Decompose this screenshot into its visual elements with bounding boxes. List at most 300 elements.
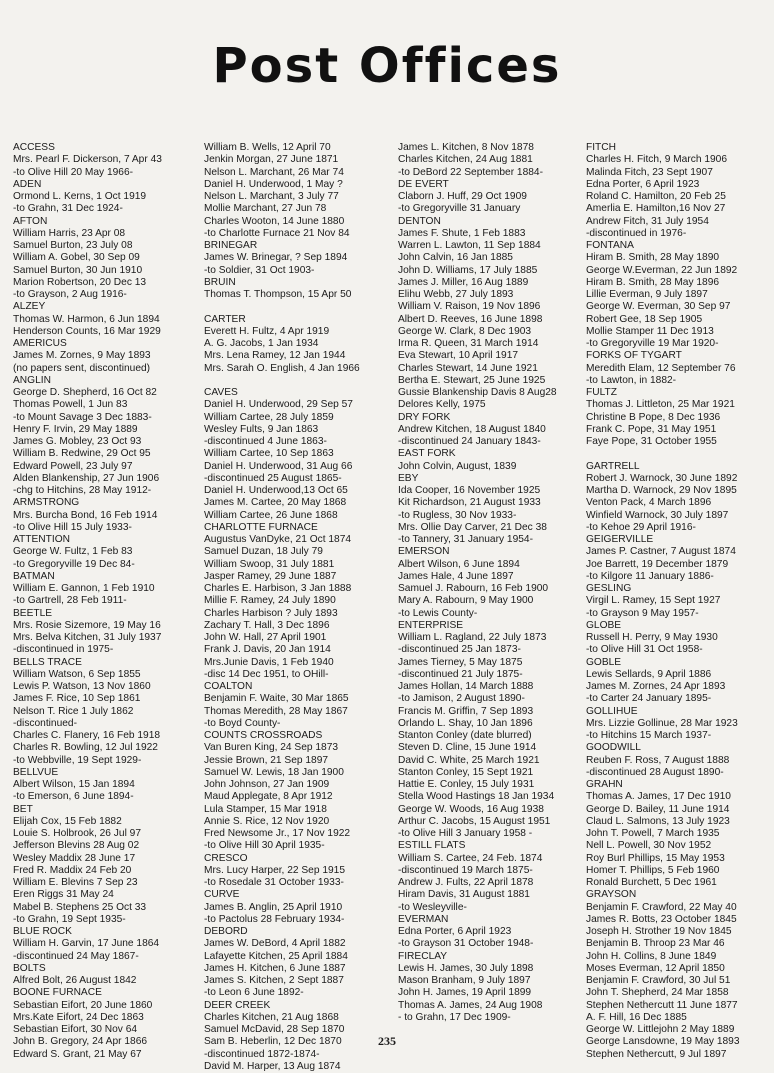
entry-line: -to Webbville, 19 Sept 1929- — [13, 754, 142, 766]
entry-line: James F. Shute, 1 Feb 1883 — [398, 227, 526, 239]
column-2 — [204, 142, 387, 1073]
entry-line: Mrs.Junie Davis, 1 Feb 1940 — [204, 656, 334, 668]
entry-line: Samuel Burton, 30 Jun 1910 — [13, 264, 143, 276]
entry-line: Stanton Conley (date blurred) — [398, 730, 532, 741]
entry-line: Stephen Nethercutt, 9 Jul 1897 — [586, 1048, 727, 1060]
entry-line: William B. Redwine, 29 Oct 95 — [13, 448, 151, 460]
entry-line: Faye Pope, 31 October 1955 — [586, 436, 717, 447]
entry-line: Charles R. Bowling, 12 Jul 1922 — [13, 742, 158, 754]
entry-line: Nelson L. Marchant, 26 Mar 74 — [204, 166, 344, 178]
entry-line: John Johnson, 27 Jan 1909 — [204, 779, 330, 790]
entry-line: Samuel McDavid, 28 Sep 1870 — [204, 1024, 345, 1035]
entry-line: Joe Barrett, 19 December 1879 — [586, 558, 729, 570]
entry-line: Venton Pack, 4 March 1896 — [586, 497, 712, 509]
entry-line: COUNTS CROSSROADS — [204, 730, 323, 741]
entry-line: - to Grahn, 17 Dec 1909- — [398, 1011, 511, 1023]
entry-line: FULTZ — [586, 387, 617, 398]
entry-line: -discontinued 24 May 1867- — [13, 950, 139, 962]
entry-line: Lula Stamper, 15 Mar 1918 — [204, 803, 327, 815]
entry-line: GESLING — [586, 583, 632, 594]
entry-line: James P. Castner, 7 August 1874 — [586, 546, 736, 558]
entry-line: Mary A. Rabourn, 9 May 1900 — [398, 595, 534, 607]
entry-line: Amerlia E. Hamilton,16 Nov 27 — [586, 203, 726, 215]
entry-line: Virgil L. Ramey, 15 Sept 1927 — [586, 595, 721, 607]
entry-line: Mrs. Lena Ramey, 12 Jan 1944 — [204, 350, 346, 362]
entry-line: George W. Woods, 16 Aug 1938 — [398, 803, 544, 815]
entry-line: Elihu Webb, 27 July 1893 — [398, 289, 514, 300]
entry-line: John Colvin, August, 1839 — [398, 460, 517, 472]
entry-line: -to Gregoryville 31 January — [398, 203, 521, 215]
entry-line: -to Olive Hill 30 April 1935- — [204, 840, 325, 852]
entry-line: GLOBE — [586, 619, 622, 631]
entry-line: ACCESS — [13, 142, 55, 153]
entry-line: Alden Blankenship, 27 Jun 1906 — [13, 472, 160, 484]
entry-line: -to Lawton, in 1882- — [586, 374, 677, 386]
entry-line: DENTON — [398, 215, 441, 227]
entry-line: ALZEY — [13, 301, 46, 313]
entry-line: Ida Cooper, 16 November 1925 — [398, 485, 541, 496]
entry-line: John T. Shepherd, 24 Mar 1858 — [586, 987, 729, 999]
entry-line: Stephen Nethercutt 11 June 1877 — [586, 999, 738, 1011]
entry-line: James Hale, 4 June 1897 — [398, 570, 514, 582]
entry-line: George W. Fultz, 1 Feb 83 — [13, 546, 133, 558]
entry-line: James M. Zornes, 24 Apr 1893 — [586, 681, 726, 692]
entry-line: Francis M. Griffin, 7 Sep 1893 — [398, 705, 534, 717]
entry-line: Jessie Brown, 21 Sep 1897 — [204, 754, 329, 766]
entry-line: BOLTS — [13, 962, 46, 974]
entry-line: DEER CREEK — [204, 999, 271, 1011]
entry-line: Daniel H. Underwood,13 Oct 65 — [204, 485, 348, 496]
entry-line: Martha D. Warnock, 29 Nov 1895 — [586, 485, 737, 496]
entry-line: Everett H. Fultz, 4 Apr 1919 — [204, 325, 330, 337]
entry-line: Daniel H. Underwood, 29 Sep 57 — [204, 399, 353, 411]
entry-line: Benjamin F. Crawford, 30 Jul 51 — [586, 975, 731, 986]
entry-line: William Harris, 23 Apr 08 — [13, 227, 126, 239]
entry-line: James M. Cartee, 20 May 1868 — [204, 497, 347, 509]
entry-line: James Tierney, 5 May 1875 — [398, 656, 523, 668]
entry-line: Edward Powell, 23 July 97 — [13, 460, 133, 472]
entry-line: Warren L. Lawton, 11 Sep 1884 — [398, 240, 541, 251]
entry-line: -to Soldier, 31 Oct 1903- — [204, 264, 315, 276]
entry-line: Daniel H. Underwood, 31 Aug 66 — [204, 460, 353, 472]
entry-line: Benjamin B. Throop 23 Mar 46 — [586, 938, 725, 950]
entry-line: John H. James, 19 April 1899 — [398, 987, 532, 999]
entry-line: -discontinued- — [13, 717, 77, 729]
entry-line: Mrs. Burcha Bond, 16 Feb 1914 — [13, 509, 158, 521]
entry-line: Samuel W. Lewis, 18 Jan 1900 — [204, 766, 344, 778]
entry-line: Mrs. Lizzie Gollinue, 28 Mar 1923 — [586, 717, 738, 729]
entry-line: GARTRELL — [586, 460, 640, 472]
entry-line: CRESCO — [204, 852, 248, 864]
entry-line: -discontinued 19 March 1875- — [398, 864, 533, 876]
entry-line: EMERSON — [398, 546, 450, 558]
entry-line: John T. Powell, 7 March 1935 — [586, 828, 720, 839]
entry-line: Arthur C. Jacobs, 15 August 1951 — [398, 815, 551, 827]
entry-line: James M. Zornes, 9 May 1893 — [13, 350, 151, 362]
entry-line: BEETLE — [13, 607, 53, 619]
entry-line: William H. Garvin, 17 June 1864 — [13, 938, 160, 950]
entry-line: Charles E. Harbison, 3 Jan 1888 — [204, 583, 352, 594]
entry-line: ESTILL FLATS — [398, 840, 466, 852]
entry-line: Edna Porter, 6 April 1923 — [586, 178, 700, 190]
entry-line: John Calvin, 16 Jan 1885 — [398, 252, 513, 264]
entry-line: Mabel B. Stephens 25 Oct 33 — [13, 901, 147, 913]
entry-line: CARTER — [204, 313, 246, 325]
entry-line: Mollie Marchant, 27 Jun 78 — [204, 203, 327, 215]
entry-line: Thomas A. James, 24 Aug 1908 — [398, 999, 543, 1011]
entry-line — [586, 448, 769, 460]
entry-line: Wesley Fults, 9 Jan 1863 — [204, 423, 319, 435]
entry-line: Eva Stewart, 10 April 1917 — [398, 350, 519, 362]
entry-line: Roy Burl Phillips, 15 May 1953 — [586, 852, 725, 864]
entry-line: John H. Collins, 8 June 1849 — [586, 950, 717, 962]
entry-line: William E. Gannon, 1 Feb 1910 — [13, 583, 155, 594]
entry-line: William Swoop, 31 July 1881 — [204, 558, 335, 570]
entry-line: Edward S. Grant, 21 May 67 — [13, 1048, 142, 1060]
entry-line: James B. Anglin, 25 April 1910 — [204, 901, 343, 913]
entry-line: Frank C. Pope, 31 May 1951 — [586, 423, 717, 435]
entry-line: -to Grahn, 19 Sept 1935- — [13, 913, 126, 925]
entry-line: Zachary T. Hall, 3 Dec 1896 — [204, 619, 330, 631]
entry-line: Reuben F. Ross, 7 August 1888 — [586, 754, 730, 766]
entry-line: John B. Gregory, 24 Apr 1866 — [13, 1036, 148, 1048]
entry-line: -to Pactolus 28 February 1934- — [204, 913, 345, 925]
entry-line: -disc 14 Dec 1951, to OHill- — [204, 668, 329, 680]
entry-line: -discontinued 21 July 1875- — [398, 668, 523, 680]
entry-line: Moses Everman, 12 April 1850 — [586, 962, 725, 974]
entry-line: -to Tannery, 31 January 1954- — [398, 534, 533, 545]
entry-line: -to Wesleyville- — [398, 901, 467, 913]
entry-line: Mrs. Ollie Day Carver, 21 Dec 38 — [398, 521, 547, 533]
entry-line: Charles C. Flanery, 16 Feb 1918 — [13, 730, 161, 741]
entry-line: Samuel Duzan, 18 July 79 — [204, 546, 323, 558]
entry-line: -to DeBord 22 September 1884- — [398, 166, 543, 178]
entry-line: -discontinued 28 August 1890- — [586, 766, 724, 778]
entry-line: Sebastian Eifort, 20 June 1860 — [13, 999, 153, 1011]
entry-line: Mason Branham, 9 July 1897 — [398, 975, 531, 986]
entry-line: ARMSTRONG — [13, 497, 80, 509]
entry-line: James Hollan, 14 March 1888 — [398, 681, 534, 692]
entry-line: George W. Littlejohn 2 May 1889 — [586, 1024, 735, 1035]
entry-line: -to Grahn, 31 Dec 1924- — [13, 203, 123, 215]
entry-line: Andrew J. Fults, 22 April 1878 — [398, 877, 534, 888]
page-number: 235 — [378, 1034, 396, 1048]
entry-line: George D. Shepherd, 16 Oct 82 — [13, 387, 157, 398]
entry-line: -to Kilgore 11 January 1886- — [586, 570, 714, 582]
entry-line: Christine B Pope, 8 Dec 1936 — [586, 411, 721, 423]
entry-line: -to Kehoe 29 April 1916- — [586, 521, 696, 533]
entry-line: William A. Gobel, 30 Sep 09 — [13, 252, 140, 264]
entry-line: Thomas Meredith, 28 May 1867 — [204, 705, 348, 717]
entry-line: Mrs. Pearl F. Dickerson, 7 Apr 43 — [13, 154, 162, 166]
entry-line: Homer T. Phillips, 5 Feb 1960 — [586, 864, 720, 876]
entry-line: Albert Wilson, 15 Jan 1894 — [13, 779, 135, 790]
entry-line: Charles H. Fitch, 9 March 1906 — [586, 154, 727, 166]
entry-line: GOBLE — [586, 656, 622, 668]
entry-line: -to Grayson 9 May 1957- — [586, 607, 699, 619]
entry-line: Henry F. Irvin, 29 May 1889 — [13, 423, 138, 435]
entry-line: Mrs. Lucy Harper, 22 Sep 1915 — [204, 864, 346, 876]
entry-line: Thomas A. James, 17 Dec 1910 — [586, 791, 731, 803]
entry-line: A. G. Jacobs, 1 Jan 1934 — [204, 338, 319, 349]
entry-line: FITCH — [586, 142, 616, 153]
entry-line: William Cartee, 10 Sep 1863 — [204, 448, 334, 460]
entry-line: Wesley Maddix 28 June 17 — [13, 852, 136, 864]
entry-line: Lillie Everman, 9 July 1897 — [586, 289, 708, 300]
entry-line: Fred Newsome Jr., 17 Nov 1922 — [204, 828, 351, 839]
entry-line: Bertha E. Stewart, 25 June 1925 — [398, 374, 546, 386]
entry-line: Edna Porter, 6 April 1923 — [398, 926, 512, 937]
entry-line: William L. Ragland, 22 July 1873 — [398, 632, 547, 643]
entry-line: Gussie Blankenship Davis 8 Aug28 — [398, 387, 557, 398]
entry-line: -to Emerson, 6 June 1894- — [13, 791, 134, 803]
entry-line: BET — [13, 803, 33, 815]
entry-line: Hiram B. Smith, 28 May 1896 — [586, 276, 720, 288]
entry-line: Jenkin Morgan, 27 June 1871 — [204, 154, 339, 166]
entry-line: George Lansdowne, 19 May 1893 — [586, 1036, 740, 1048]
entry-line: Jasper Ramey, 29 June 1887 — [204, 570, 337, 582]
entry-line: -discontinued 1872-1874- — [204, 1048, 320, 1060]
entry-line: Annie S. Rice, 12 Nov 1920 — [204, 815, 330, 827]
entry-line: Charles Wooton, 14 June 1880 — [204, 215, 345, 227]
entry-line: AFTON — [13, 215, 48, 227]
entry-line: Fred R. Maddix 24 Feb 20 — [13, 864, 132, 876]
entry-line: Claborn J. Huff, 29 Oct 1909 — [398, 191, 527, 202]
entry-line: James W. DeBord, 4 April 1882 — [204, 938, 346, 950]
entry-line: Augustus VanDyke, 21 Oct 1874 — [204, 534, 352, 545]
entry-line: GRAYSON — [586, 889, 637, 901]
entry-line: Alfred Bolt, 26 August 1842 — [13, 975, 137, 986]
entry-line: -to Charlotte Furnace 21 Nov 84 — [204, 227, 350, 239]
entry-line — [204, 301, 387, 313]
column-4 — [586, 142, 769, 1061]
entry-line: Hattie E. Conley, 15 July 1931 — [398, 779, 535, 790]
entry-line: Elijah Cox, 15 Feb 1882 — [13, 815, 122, 827]
entry-line: Russell H. Perry, 9 May 1930 — [586, 632, 718, 643]
entry-line: -to Hitchins 15 March 1937- — [586, 730, 712, 741]
entry-line: Sebastian Eifort, 30 Nov 64 — [13, 1024, 138, 1035]
entry-line: William Watson, 6 Sep 1855 — [13, 668, 141, 680]
entry-line: George D. Bailey, 11 June 1914 — [586, 803, 730, 815]
entry-line: William V. Raison, 19 Nov 1896 — [398, 301, 541, 313]
entry-line: (no papers sent, discontinued) — [13, 362, 151, 374]
entry-line: BELLVUE — [13, 766, 59, 778]
entry-line: EBY — [398, 472, 419, 484]
entry-line: James J. Miller, 16 Aug 1889 — [398, 276, 529, 288]
entry-line: Ronald Burchett, 5 Dec 1961 — [586, 877, 717, 888]
entry-line: GEIGERVILLE — [586, 534, 654, 545]
entry-line: David C. White, 25 March 1921 — [398, 754, 540, 766]
entry-line: Van Buren King, 24 Sep 1873 — [204, 742, 339, 754]
entry-line: Winfield Warnock, 30 July 1897 — [586, 509, 729, 521]
entry-line: Steven D. Cline, 15 June 1914 — [398, 742, 537, 754]
entry-line: Lewis Sellards, 9 April 1886 — [586, 668, 712, 680]
entry-line: ENTERPRISE — [398, 619, 464, 631]
entry-line: Charles Kitchen, 24 Aug 1881 — [398, 154, 533, 166]
entry-line: Samuel Burton, 23 July 08 — [13, 240, 133, 251]
entry-line: ANGLIN — [13, 374, 51, 386]
entry-line: BRUIN — [204, 276, 236, 288]
entry-line: Andrew Kitchen, 18 August 1840 — [398, 423, 546, 435]
entry-line: Roland C. Hamilton, 20 Feb 25 — [586, 191, 726, 202]
entry-line: Maud Applegate, 8 Apr 1912 — [204, 791, 333, 803]
entry-line: Thomas T. Thompson, 15 Apr 50 — [204, 289, 352, 300]
entry-line: Stanton Conley, 15 Sept 1921 — [398, 766, 534, 778]
entry-line: James R. Botts, 23 October 1845 — [586, 913, 737, 925]
entry-line: -to Olive Hill 3 January 1958 - — [398, 828, 533, 839]
entry-line: John D. Williams, 17 July 1885 — [398, 264, 538, 276]
entry-line: EAST FORK — [398, 448, 456, 460]
entry-line: DEBORD — [204, 926, 248, 937]
entry-line: James S. Kitchen, 2 Sept 1887 — [204, 975, 344, 986]
entry-line: James G. Mobley, 23 Oct 93 — [13, 436, 142, 447]
entry-line: Louie S. Holbrook, 26 Jul 97 — [13, 828, 141, 839]
entry-line: COALTON — [204, 681, 253, 692]
entry-line: Meredith Elam, 12 September 76 — [586, 362, 736, 374]
entry-line: William B. Wells, 12 April 70 — [204, 142, 331, 153]
entry-line: BOONE FURNACE — [13, 987, 102, 999]
entry-line: James W. Brinegar, ? Sep 1894 — [204, 252, 348, 264]
entry-line: Benjamin F. Crawford, 22 May 40 — [586, 901, 737, 913]
entry-line: BLUE ROCK — [13, 926, 72, 937]
entry-line — [204, 375, 387, 387]
entry-line: -discontinued 4 June 1863- — [204, 436, 327, 447]
entry-line: Hiram Davis, 31 August 1881 — [398, 889, 530, 901]
entry-line: Lafayette Kitchen, 25 April 1884 — [204, 950, 348, 962]
entry-line: Joseph H. Strother 19 Nov 1845 — [586, 926, 732, 937]
entry-line: Malinda Fitch, 23 Sept 1907 — [586, 166, 713, 178]
entry-line: ADEN — [13, 178, 42, 190]
entry-line: Mrs.Kate Eifort, 24 Dec 1863 — [13, 1011, 144, 1023]
entry-line: George W. Clark, 8 Dec 1903 — [398, 325, 532, 337]
entry-line: -to Boyd County- — [204, 717, 281, 729]
entry-line: Thomas W. Harmon, 6 Jun 1894 — [13, 313, 160, 325]
entry-line: CAVES — [204, 387, 238, 398]
entry-line: -chg to Hitchins, 28 May 1912- — [13, 485, 152, 496]
entry-line: -to Olive Hill 15 July 1933- — [13, 521, 132, 533]
entry-line: Marion Robertson, 20 Dec 13 — [13, 276, 147, 288]
entry-line: GOLLIHUE — [586, 705, 638, 717]
entry-line: George W.Everman, 22 Jun 1892 — [586, 264, 738, 276]
entry-line: Andrew Fitch, 31 July 1954 — [586, 215, 709, 227]
entry-line: David M. Harper, 13 Aug 1874 — [204, 1060, 341, 1072]
entry-line: -to Olive Hill 31 Oct 1958- — [586, 644, 703, 656]
entry-line: -to Carter 24 January 1895- — [586, 693, 712, 705]
entry-line: James L. Kitchen, 8 Nov 1878 — [398, 142, 534, 153]
entry-line: Samuel J. Rabourn, 16 Feb 1900 — [398, 583, 549, 594]
entry-line: Stella Wood Hastings 18 Jan 1934 — [398, 791, 555, 803]
entry-line: Mrs. Sarah O. English, 4 Jan 1966 — [204, 362, 360, 374]
entry-line: Mrs. Rosie Sizemore, 19 May 16 — [13, 619, 161, 631]
entry-line: FIRECLAY — [398, 950, 448, 962]
entry-line: John W. Hall, 27 April 1901 — [204, 632, 327, 643]
entry-line: Robert J. Warnock, 30 June 1892 — [586, 472, 738, 484]
page-title: Post Offices — [212, 38, 562, 94]
entry-line: -discontinued 25 August 1865- — [204, 472, 342, 484]
entry-line: DE EVERT — [398, 178, 449, 190]
entry-line: Orlando L. Shay, 10 Jan 1896 — [398, 717, 533, 729]
entry-line: Thomas J. Littleton, 25 Mar 1921 — [586, 399, 735, 411]
entry-line: DRY FORK — [398, 411, 451, 423]
entry-line: CURVE — [204, 889, 240, 901]
entry-line: A. F. Hill, 16 Dec 1885 — [586, 1011, 687, 1023]
entry-line: William S. Cartee, 24 Feb. 1874 — [398, 852, 543, 864]
entry-line: James H. Kitchen, 6 June 1887 — [204, 962, 346, 974]
entry-line: Lewis H. James, 30 July 1898 — [398, 962, 534, 974]
entry-line: Irma R. Queen, 31 March 1914 — [398, 338, 539, 349]
entry-line: Nelson T. Rice 1 July 1862 — [13, 705, 134, 717]
entry-line: Nell L. Powell, 30 Nov 1952 — [586, 840, 712, 852]
entry-line: Thomas Powell, 1 Jun 83 — [13, 399, 128, 411]
entry-line: GOODWILL — [586, 742, 641, 754]
entry-line: William E. Blevins 7 Sep 23 — [13, 877, 138, 888]
entry-line: Benjamin F. Waite, 30 Mar 1865 — [204, 693, 349, 705]
entry-line: Albert Wilson, 6 June 1894 — [398, 558, 520, 570]
entry-line: Eren Riggs 31 May 24 — [13, 889, 114, 901]
entry-line: -to Olive Hill 20 May 1966- — [13, 166, 134, 178]
entry-line: Millie F. Ramey, 24 July 1890 — [204, 595, 336, 607]
entry-line: Mrs. Belva Kitchen, 31 July 1937 — [13, 632, 162, 643]
column-1 — [13, 142, 196, 1061]
entry-line: Charles Kitchen, 21 Aug 1868 — [204, 1011, 339, 1023]
entry-line: EVERMAN — [398, 913, 449, 925]
entry-line: GRAHN — [586, 779, 623, 790]
entry-line: Albert D. Reeves, 16 June 1898 — [398, 313, 543, 325]
entry-line: George W. Everman, 30 Sep 97 — [586, 301, 731, 313]
entry-line: BRINEGAR — [204, 240, 258, 251]
entry-line: -to Gartrell, 28 Feb 1911- — [13, 595, 127, 607]
entry-line: -discontinued 25 Jan 1873- — [398, 644, 521, 656]
entry-line: Kit Richardson, 21 August 1933 — [398, 497, 541, 509]
entry-line: Delores Kelly, 1975 — [398, 399, 486, 411]
entry-line: Charles Harbison ? July 1893 — [204, 607, 338, 619]
entry-line: Mollie Stamper 11 Dec 1913 — [586, 325, 714, 337]
entry-line: Daniel H. Underwood, 1 May ? — [204, 178, 343, 190]
entry-line: -to Grayson 31 October 1948- — [398, 938, 534, 950]
entry-line: -discontinued in 1975- — [13, 644, 114, 656]
entry-line: Lewis P. Watson, 13 Nov 1860 — [13, 681, 151, 692]
entry-line: CHARLOTTE FURNACE — [204, 521, 318, 533]
entry-line: -to Jamison, 2 August 1890- — [398, 693, 525, 705]
entry-line: Hiram B. Smith, 28 May 1890 — [586, 252, 720, 264]
entry-line: Charles Stewart, 14 June 1921 — [398, 362, 538, 374]
entry-line: Jefferson Blevins 28 Aug 02 — [13, 840, 140, 852]
entry-line: FORKS OF TYGART — [586, 350, 682, 362]
entry-line: William Cartee, 28 July 1859 — [204, 411, 334, 423]
entry-line: -to Gregoryville 19 Mar 1920- — [586, 338, 719, 349]
entry-line: Ormond L. Kerns, 1 Oct 1919 — [13, 191, 147, 202]
entry-line: -to Rosedale 31 October 1933- — [204, 877, 344, 888]
entry-line: AMERICUS — [13, 338, 67, 349]
entry-line: Frank J. Davis, 20 Jan 1914 — [204, 644, 331, 656]
entry-line: FONTANA — [586, 240, 634, 251]
entry-line: -discontinued 24 January 1843- — [398, 436, 541, 447]
entry-line: -to Mount Savage 3 Dec 1883- — [13, 411, 152, 423]
entry-line: ATTENTION — [13, 534, 70, 545]
entry-line: James F. Rice, 10 Sep 1861 — [13, 693, 141, 705]
entry-line: William Cartee, 26 June 1868 — [204, 509, 338, 521]
entry-line: Henderson Counts, 16 Mar 1929 — [13, 325, 161, 337]
entry-line: -to Grayson, 2 Aug 1916- — [13, 289, 127, 300]
entry-line: -to Leon 6 June 1892- — [204, 987, 304, 999]
entry-line: Claud L. Salmons, 13 July 1923 — [586, 815, 730, 827]
entry-line: -discontinued in 1976- — [586, 227, 687, 239]
entry-line: BATMAN — [13, 570, 55, 582]
entry-line: -to Gregoryville 19 Dec 84- — [13, 558, 135, 570]
entry-line: Sam B. Heberlin, 12 Dec 1870 — [204, 1036, 342, 1048]
column-3 — [398, 142, 581, 1024]
entry-line: BELLS TRACE — [13, 656, 82, 668]
